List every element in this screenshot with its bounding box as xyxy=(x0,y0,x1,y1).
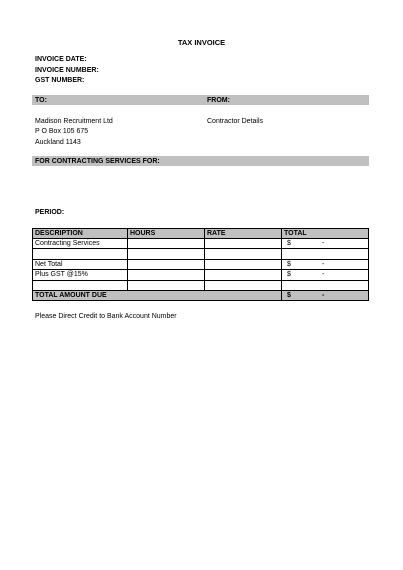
to-label: TO: xyxy=(35,97,47,104)
contractor-details: Contractor Details xyxy=(207,118,264,125)
row-amount: - xyxy=(322,261,325,268)
row-amount: - xyxy=(322,240,325,247)
page-title: TAX INVOICE xyxy=(177,38,226,47)
row-description: Contracting Services xyxy=(35,240,100,247)
payment-instructions: Please Direct Credit to Bank Account Number xyxy=(35,313,177,320)
col-header-rate: RATE xyxy=(207,230,226,237)
invoice-date-label: INVOICE DATE: xyxy=(35,56,87,63)
col-header-total: TOTAL xyxy=(284,230,307,237)
col-header-description: DESCRIPTION xyxy=(35,230,83,237)
to-from-header-bar xyxy=(32,95,369,105)
row-amount: - xyxy=(322,271,325,278)
services-header: FOR CONTRACTING SERVICES FOR: xyxy=(35,158,160,165)
invoice-table xyxy=(32,228,369,301)
to-address-line-2: P O Box 105 675 xyxy=(35,128,89,135)
total-amount: - xyxy=(322,292,325,299)
to-address-line-1: Madison Recruitment Ltd xyxy=(35,118,113,125)
from-label: FROM: xyxy=(207,97,230,104)
row-currency: $ xyxy=(287,261,291,268)
total-currency: $ xyxy=(287,292,291,299)
row-description: Plus GST @15% xyxy=(35,271,88,278)
period-label: PERIOD: xyxy=(35,209,65,216)
row-currency: $ xyxy=(287,271,291,278)
row-currency: $ xyxy=(287,240,291,247)
gst-number-label: GST NUMBER: xyxy=(35,77,85,84)
to-address-line-3: Auckland 1143 xyxy=(35,139,81,146)
invoice-number-label: INVOICE NUMBER: xyxy=(35,67,99,74)
total-amount-due-label: TOTAL AMOUNT DUE xyxy=(35,292,107,299)
col-header-hours: HOURS xyxy=(130,230,156,237)
row-description: Net Total xyxy=(35,261,63,268)
